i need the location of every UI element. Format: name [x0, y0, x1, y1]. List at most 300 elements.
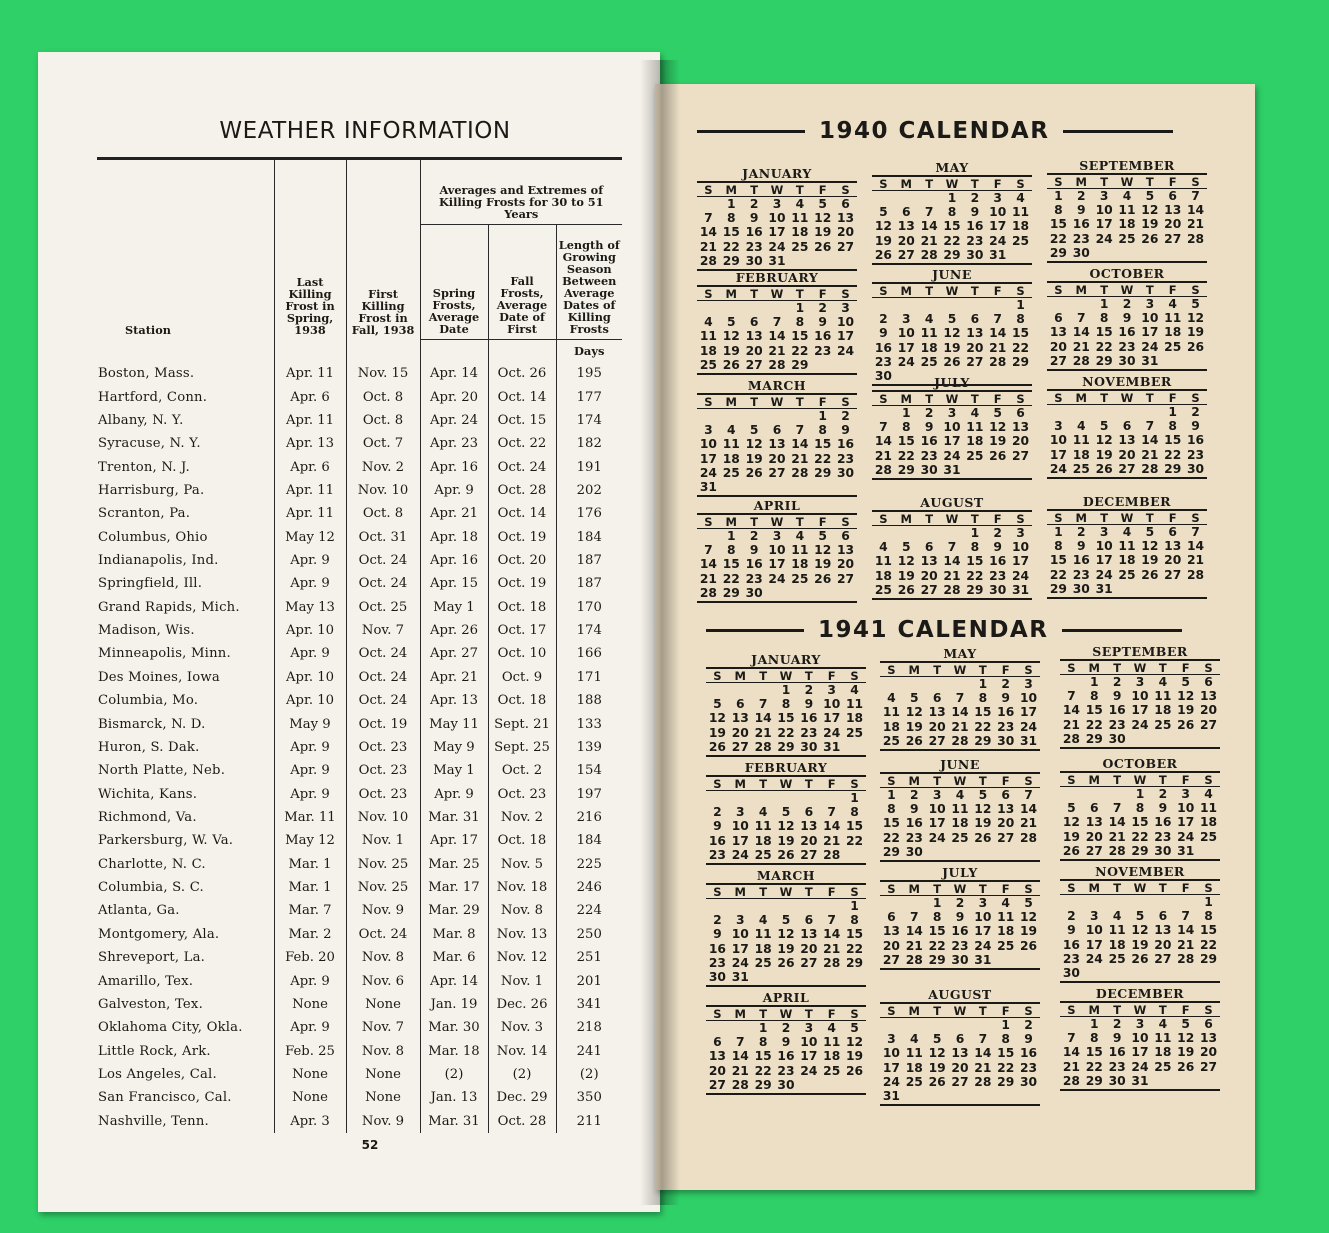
day-number: 6	[841, 529, 850, 543]
day-number: 28	[1187, 231, 1205, 246]
blank-day	[895, 191, 918, 205]
day-number: 14	[920, 219, 938, 234]
frost-table	[97, 157, 622, 1133]
day-number: 31	[1131, 1073, 1149, 1088]
day-number: 8	[887, 802, 896, 817]
day-number: 24	[1020, 719, 1038, 734]
blank-day	[926, 677, 949, 691]
weekday-label: T	[971, 1005, 994, 1018]
weekday-label: S	[872, 513, 895, 526]
day-number: 29	[897, 462, 915, 477]
month-name: JUNE	[940, 757, 980, 772]
spring-avg-cell: Mar. 29	[420, 899, 488, 922]
spring-avg-cell: Apr. 9	[420, 479, 488, 502]
day-number: 9	[1067, 923, 1076, 938]
day-number: 9	[909, 802, 919, 817]
blank-day	[903, 1018, 926, 1032]
day-number: 19	[874, 233, 892, 248]
day-number: 16	[1108, 1045, 1126, 1060]
last-frost-cell: May 12	[274, 526, 346, 549]
day-number: 6	[1168, 189, 1177, 203]
day-number: 14	[699, 225, 717, 240]
month-october	[1060, 756, 1220, 861]
day-number: 18	[966, 434, 984, 449]
weekday-label: W	[949, 883, 972, 896]
month-grid	[1047, 281, 1207, 371]
weekday-label: F	[986, 285, 1009, 298]
weekday-label: F	[820, 778, 843, 791]
weekday-label: S	[834, 184, 857, 197]
blank-day	[752, 683, 775, 697]
month-grid	[1060, 659, 1220, 749]
day-number: 11	[920, 326, 938, 341]
first-frost-cell: None	[346, 1063, 420, 1086]
day-number: 14	[1108, 815, 1126, 830]
first-frost-cell: Nov. 6	[346, 969, 420, 992]
blank-day	[1151, 895, 1174, 909]
day-number: 12	[874, 219, 892, 234]
last-frost-cell: Apr. 9	[274, 736, 346, 759]
day-number: 18	[754, 833, 772, 848]
day-number: 19	[1131, 937, 1149, 952]
day-number: 19	[989, 434, 1007, 449]
calendar-title: 1941 CALENDAR	[818, 617, 1049, 643]
day-number: 11	[1118, 539, 1136, 554]
season-length-cell: 191	[556, 455, 622, 478]
day-number: 10	[823, 697, 841, 712]
table-row	[97, 385, 622, 408]
day-number: 11	[1108, 923, 1126, 938]
fall-avg-cell: Oct. 18	[488, 829, 556, 852]
day-number: 19	[722, 343, 740, 358]
station-cell: Parkersburg, W. Va.	[98, 833, 234, 849]
first-frost-cell: Nov. 25	[346, 853, 420, 876]
day-number: 1	[978, 677, 988, 691]
spring-avg-cell: Mar. 30	[420, 1016, 488, 1039]
day-number: 22	[1131, 829, 1149, 844]
day-number: 25	[951, 830, 969, 845]
day-number: 13	[1085, 815, 1103, 830]
fall-avg-cell: Nov. 2	[488, 806, 556, 829]
day-number: 23	[745, 239, 763, 254]
day-number: 27	[920, 582, 938, 597]
day-number: 28	[754, 739, 772, 754]
season-length-cell: 241	[556, 1039, 622, 1062]
day-number: 30	[800, 739, 818, 754]
day-number: 24	[768, 239, 786, 254]
fall-avg-cell: Nov. 8	[488, 899, 556, 922]
day-number: 26	[943, 354, 961, 369]
day-number: 10	[1177, 801, 1195, 816]
day-number: 26	[722, 357, 740, 372]
last-frost-cell: Apr. 9	[274, 759, 346, 782]
station-cell: Bismarck, N. D.	[98, 716, 206, 732]
season-length-cell: 133	[556, 712, 622, 735]
table-row	[97, 526, 622, 549]
day-number: 11	[1012, 205, 1030, 220]
weekday-label: S	[1197, 882, 1220, 895]
weekday-label: S	[843, 886, 866, 899]
day-number: 25	[1072, 461, 1090, 476]
day-number: 7	[955, 691, 965, 706]
day-number: 19	[1062, 829, 1080, 844]
day-number: 12	[1095, 433, 1113, 448]
day-number: 26	[1131, 951, 1149, 966]
weekday-label: F	[820, 886, 843, 899]
day-number: 26	[846, 1063, 864, 1078]
day-number: 19	[814, 225, 832, 240]
day-number: 19	[1187, 325, 1205, 340]
day-number: 1	[795, 301, 805, 315]
day-number: 29	[814, 465, 832, 480]
last-frost-cell: Apr. 11	[274, 409, 346, 432]
day-number: 27	[1200, 717, 1218, 732]
weekday-label: F	[820, 670, 843, 683]
month-name: MARCH	[756, 868, 816, 883]
spring-avg-cell: Apr. 20	[420, 385, 488, 408]
blank-day	[872, 526, 895, 540]
day-number: 7	[1024, 788, 1033, 802]
day-number: 8	[1099, 311, 1109, 326]
day-number: 8	[1168, 419, 1177, 434]
day-number: 16	[1187, 433, 1205, 448]
day-number: 5	[1145, 525, 1155, 539]
day-number: 9	[841, 423, 850, 438]
day-number: 16	[837, 437, 855, 452]
month-name: FEBRUARY	[735, 270, 819, 285]
season-length-cell: 211	[556, 1110, 622, 1133]
blank-day	[872, 191, 895, 205]
first-frost-cell: Nov. 25	[346, 876, 420, 899]
day-number: 2	[909, 788, 919, 802]
last-frost-cell: Apr. 11	[274, 502, 346, 525]
first-frost-cell: Oct. 8	[346, 409, 420, 432]
day-number: 24	[1141, 339, 1159, 354]
table-row	[97, 362, 622, 385]
weekday-label: S	[880, 1005, 903, 1018]
day-number: 8	[1054, 203, 1063, 218]
day-number: 21	[905, 938, 923, 953]
day-number: 13	[966, 326, 984, 341]
weekday-label: M	[1070, 392, 1093, 405]
spring-avg-cell: May 1	[420, 759, 488, 782]
day-number: 4	[887, 691, 896, 706]
day-number: 21	[1072, 339, 1090, 354]
day-number: 24	[1095, 231, 1113, 246]
weekday-label: T	[743, 184, 766, 197]
day-number: 7	[1067, 689, 1076, 704]
day-number: 9	[713, 927, 722, 942]
day-number: 21	[699, 571, 717, 586]
day-number: 12	[1141, 539, 1159, 554]
blank-day	[697, 529, 720, 543]
spring-avg-cell: May 11	[420, 712, 488, 735]
day-number: 18	[951, 816, 969, 831]
day-number: 10	[1131, 689, 1149, 704]
day-number: 28	[989, 354, 1007, 369]
station-cell: Columbia, Mo.	[98, 693, 199, 709]
day-number: 22	[897, 448, 915, 463]
last-frost-cell: Apr. 9	[274, 969, 346, 992]
day-number: 30	[1118, 353, 1136, 368]
day-number: 22	[1049, 567, 1067, 582]
day-number: 1	[726, 529, 736, 543]
weekday-label: T	[752, 886, 775, 899]
weekday-label: M	[1070, 284, 1093, 297]
month-name: SEPTEMBER	[1092, 644, 1188, 659]
last-frost-cell: Apr. 11	[274, 362, 346, 385]
weekday-label: S	[697, 288, 720, 301]
day-number: 1	[1089, 675, 1099, 689]
weekday-label: S	[1009, 178, 1032, 191]
day-number: 22	[966, 568, 984, 583]
day-number: 1	[758, 1021, 768, 1035]
table-row	[97, 432, 622, 455]
weekday-label: W	[1116, 392, 1139, 405]
day-number: 22	[1200, 937, 1218, 952]
day-number: 22	[1049, 231, 1067, 246]
weekday-label: F	[811, 288, 834, 301]
weekday-label: S	[1060, 774, 1083, 787]
last-frost-cell: Apr. 3	[274, 1110, 346, 1133]
station-cell: Nashville, Tenn.	[98, 1113, 209, 1129]
day-number: 26	[874, 247, 892, 262]
day-number: 3	[804, 1021, 814, 1035]
weekday-label: W	[941, 513, 964, 526]
day-number: 12	[1020, 910, 1038, 925]
day-number: 5	[909, 691, 919, 706]
weekday-label: W	[775, 1008, 798, 1021]
day-number: 17	[731, 941, 749, 956]
day-number: 8	[850, 805, 859, 820]
day-number: 25	[1164, 339, 1182, 354]
fall-avg-cell: Nov. 5	[488, 853, 556, 876]
day-number: 25	[882, 733, 900, 748]
day-number: 16	[1062, 937, 1080, 952]
weekday-label: W	[1129, 774, 1152, 787]
day-number: 4	[909, 1032, 919, 1047]
day-number: 8	[1054, 539, 1063, 554]
day-number: 12	[897, 554, 915, 569]
day-number: 30	[874, 369, 892, 384]
day-number: 28	[1187, 567, 1205, 582]
day-number: 12	[1131, 923, 1149, 938]
day-number: 29	[1095, 353, 1113, 368]
day-number: 13	[951, 1046, 969, 1061]
station-cell: Springfield, Ill.	[98, 576, 203, 592]
day-number: 31	[974, 952, 992, 967]
season-length-cell: 224	[556, 899, 622, 922]
month-november	[1060, 864, 1220, 983]
table-row	[97, 572, 622, 595]
day-number: 23	[1062, 951, 1080, 966]
station-cell: Montgomery, Ala.	[98, 926, 220, 942]
day-number: 21	[754, 725, 772, 740]
weekday-label: F	[994, 883, 1017, 896]
blank-day	[1174, 895, 1197, 909]
day-number: 30	[837, 465, 855, 480]
day-number: 1	[1168, 405, 1177, 419]
table-row	[97, 1086, 622, 1109]
day-number: 24	[1131, 1059, 1149, 1074]
day-number: 17	[928, 816, 946, 831]
spring-avg-cell: Apr. 23	[420, 432, 488, 455]
weekday-label: S	[1184, 392, 1207, 405]
day-number: 12	[1177, 1031, 1195, 1046]
day-number: 21	[1187, 217, 1205, 232]
spring-avg-cell: Apr. 18	[420, 526, 488, 549]
weekday-label: T	[918, 513, 941, 526]
day-number: 8	[726, 211, 736, 226]
day-number: 10	[1049, 433, 1067, 448]
blank-day	[872, 298, 895, 312]
day-number: 9	[924, 420, 934, 435]
weekday-label: S	[1009, 513, 1032, 526]
weekday-label: S	[834, 396, 857, 409]
day-number: 18	[1200, 815, 1218, 830]
season-length-cell: 187	[556, 572, 622, 595]
station-cell: Madison, Wis.	[98, 623, 195, 639]
day-number: 30	[989, 582, 1007, 597]
day-number: 29	[997, 1074, 1015, 1089]
day-number: 24	[989, 233, 1007, 248]
day-number: 9	[1122, 311, 1132, 326]
day-number: 29	[882, 844, 900, 859]
day-number: 26	[928, 1074, 946, 1089]
day-number: 19	[708, 725, 726, 740]
day-number: 1	[970, 526, 980, 540]
day-number: 26	[814, 571, 832, 586]
day-number: 11	[791, 211, 809, 226]
day-number: 3	[1054, 419, 1063, 434]
day-number: 8	[1089, 689, 1099, 704]
day-number: 31	[943, 462, 961, 477]
day-number: 11	[1072, 433, 1090, 448]
weekday-label: M	[720, 288, 743, 301]
month-april	[697, 498, 857, 603]
day-number: 24	[800, 1063, 818, 1078]
day-number: 23	[1072, 567, 1090, 582]
day-number: 1	[887, 788, 896, 802]
last-frost-cell: Apr. 9	[274, 572, 346, 595]
day-number: 23	[837, 451, 855, 466]
day-number: 3	[841, 301, 850, 315]
month-name: APRIL	[753, 498, 801, 513]
day-number: 3	[887, 1032, 896, 1047]
day-number: 4	[758, 913, 768, 928]
fall-avg-cell: Nov. 14	[488, 1039, 556, 1062]
day-number: 27	[800, 847, 818, 862]
weekday-label: F	[811, 396, 834, 409]
spring-avg-cell: Jan. 13	[420, 1086, 488, 1109]
day-number: 25	[997, 938, 1015, 953]
fall-avg-cell: Dec. 26	[488, 993, 556, 1016]
day-number: 1	[781, 683, 791, 697]
first-frost-cell: Oct. 23	[346, 736, 420, 759]
month-grid	[1047, 509, 1207, 599]
day-number: 5	[781, 805, 791, 820]
day-number: 16	[1108, 703, 1126, 718]
weekday-label: F	[811, 184, 834, 197]
day-number: 21	[1020, 816, 1038, 831]
day-number: 17	[768, 225, 786, 240]
day-number: 10	[1085, 923, 1103, 938]
day-number: 14	[1062, 703, 1080, 718]
day-number: 15	[1131, 815, 1149, 830]
day-number: 26	[897, 582, 915, 597]
day-number: 8	[850, 913, 859, 928]
day-number: 21	[943, 568, 961, 583]
day-number: 20	[837, 557, 855, 572]
day-number: 1	[1089, 1017, 1099, 1031]
weekday-label: M	[720, 184, 743, 197]
blank-day	[918, 191, 941, 205]
month-name: MARCH	[747, 378, 807, 393]
day-number: 17	[1131, 703, 1149, 718]
day-number: 13	[768, 437, 786, 452]
last-frost-cell: May 9	[274, 712, 346, 735]
day-number: 27	[966, 354, 984, 369]
day-number: 30	[951, 952, 969, 967]
day-number: 22	[791, 343, 809, 358]
day-number: 15	[1200, 923, 1218, 938]
month-grid	[706, 1005, 866, 1095]
day-number: 19	[814, 557, 832, 572]
day-number: 11	[754, 819, 772, 834]
season-length-cell: 171	[556, 666, 622, 689]
weekday-label: T	[752, 1008, 775, 1021]
month-april	[706, 990, 866, 1095]
day-number: 4	[1158, 1017, 1168, 1031]
day-number: 4	[970, 406, 980, 420]
day-number: 23	[745, 571, 763, 586]
month-grid	[880, 772, 1040, 862]
weekday-label: F	[1161, 284, 1184, 297]
season-length-cell: 250	[556, 923, 622, 946]
weekday-label: M	[903, 664, 926, 677]
day-number: 10	[1012, 540, 1030, 555]
month-name: OCTOBER	[1102, 756, 1178, 771]
blank-day	[895, 298, 918, 312]
day-number: 9	[781, 1035, 791, 1050]
day-number: 21	[1141, 447, 1159, 462]
weekday-label: S	[872, 393, 895, 406]
day-number: 25	[791, 571, 809, 586]
day-number: 13	[882, 924, 900, 939]
season-length-cell: 187	[556, 549, 622, 572]
month-name: JULY	[934, 375, 970, 390]
weekday-label: S	[843, 670, 866, 683]
day-number: 26	[1095, 461, 1113, 476]
day-number: 23	[1108, 1059, 1126, 1074]
fall-avg-cell: Sept. 25	[488, 736, 556, 759]
day-number: 17	[989, 219, 1007, 234]
day-number: 24	[974, 938, 992, 953]
day-number: 25	[1154, 1059, 1172, 1074]
day-number: 9	[1024, 1032, 1033, 1047]
weekday-label: S	[706, 670, 729, 683]
day-number: 27	[928, 733, 946, 748]
day-number: 23	[989, 568, 1007, 583]
day-number: 14	[905, 924, 923, 939]
weekday-label: S	[1197, 1004, 1220, 1017]
day-number: 28	[1141, 461, 1159, 476]
day-number: 7	[1191, 525, 1200, 539]
spring-avg-cell: Apr. 16	[420, 549, 488, 572]
weekday-label: S	[843, 1008, 866, 1021]
weekday-label: S	[880, 664, 903, 677]
fall-avg-cell: Oct. 18	[488, 596, 556, 619]
